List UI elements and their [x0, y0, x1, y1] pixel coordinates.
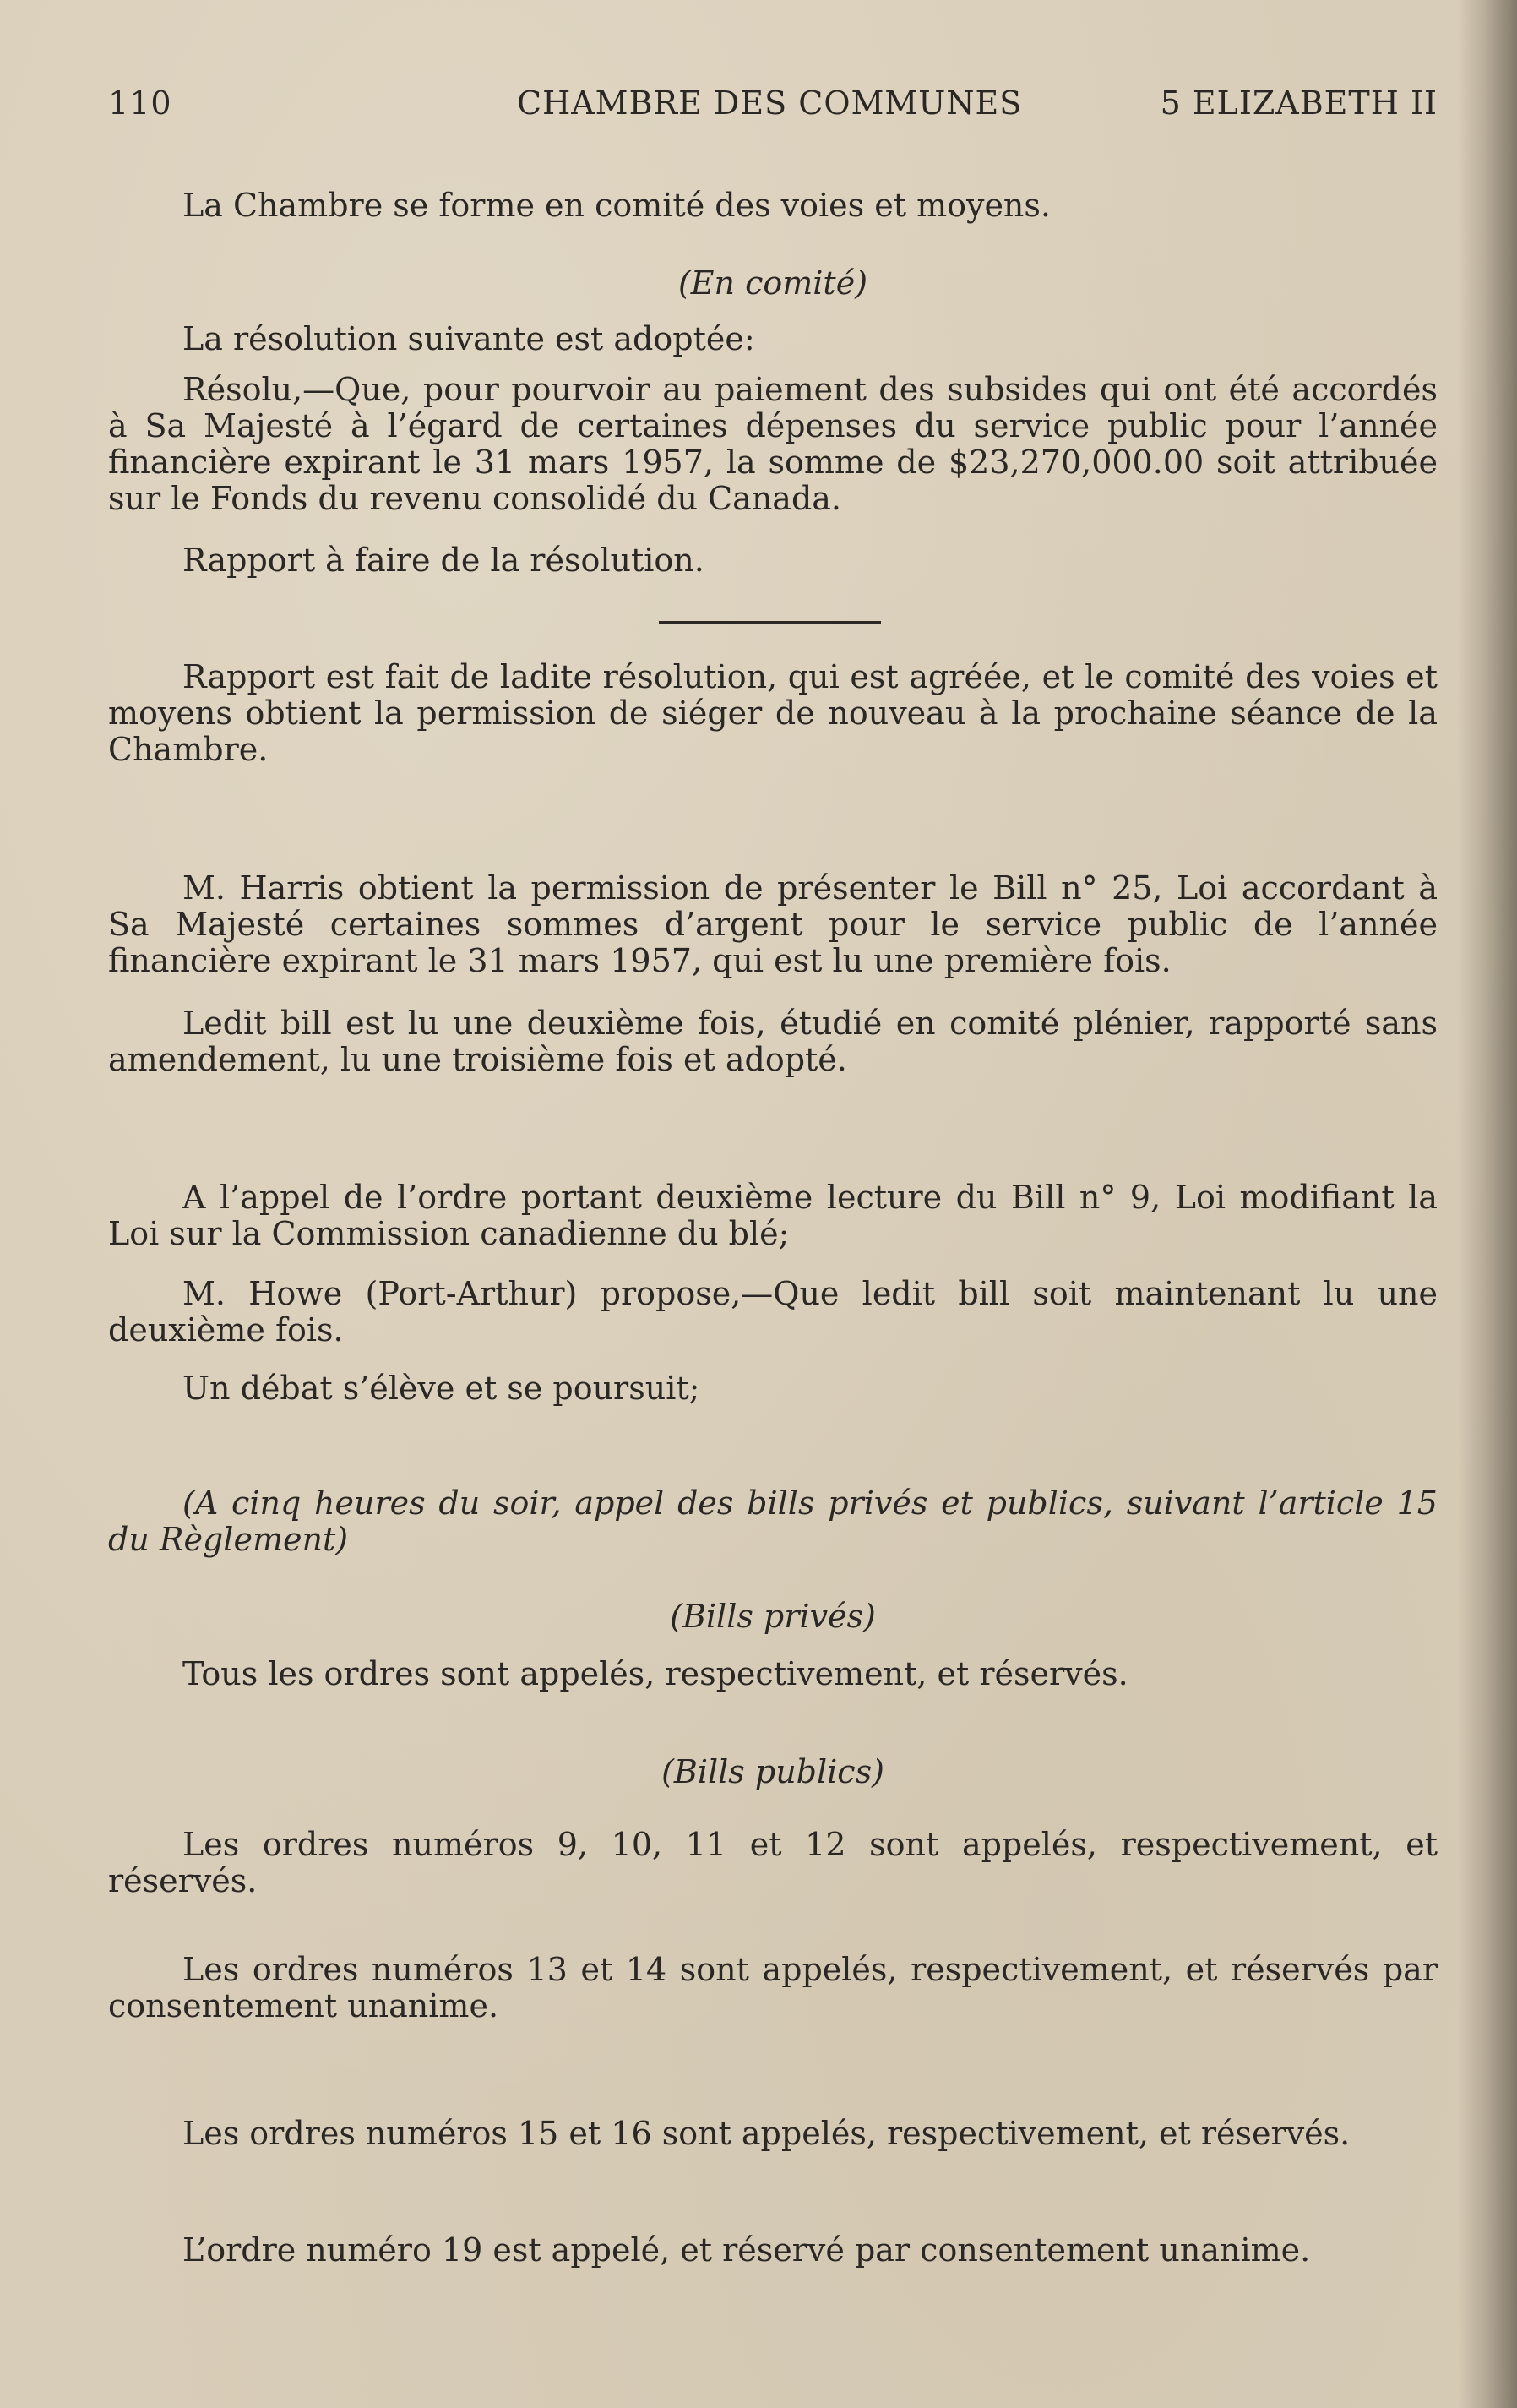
order-19: L’ordre numéro 19 est appelé, et réservé par consentement unanime. — [182, 2231, 1311, 2269]
public-bills-heading: (Bills publics) — [661, 1753, 884, 1790]
private-bills-heading: (Bills privés) — [670, 1598, 876, 1635]
page-header — [108, 84, 1438, 135]
bill-25-adopted: Ledit bill est lu une deuxième fois, étudié en comité plénier, rapporté sans amendement, lu une troisième fois et adopté. — [108, 1005, 1438, 1078]
section-divider — [659, 621, 881, 624]
orders-15-16: Les ordres numéros 15 et 16 sont appelés, respectivement, et réservés. — [182, 2115, 1351, 2152]
five-oclock-note: (A cinq heures du soir, appel des bills privés et publics, suivant l’article 15 du Règlement) — [108, 1485, 1438, 1558]
resolution-adopted: La résolution suivante est adoptée: — [182, 320, 755, 357]
report-made: Rapport est fait de ladite résolution, qui est agréée, et le comité des voies et moyens obtient la permission de siéger de nouveau à la prochaine séance de la Chambre. — [108, 658, 1438, 768]
page-edge-shadow — [1458, 0, 1517, 2408]
report-to-be-made: Rapport à faire de la résolution. — [182, 542, 704, 579]
committee-formation: La Chambre se forme en comité des voies et moyens. — [182, 187, 1051, 224]
orders-9-to-12: Les ordres numéros 9, 10, 11 et 12 sont appelés, respectivement, et réservés. — [108, 1826, 1438, 1899]
orders-13-14: Les ordres numéros 13 et 14 sont appelés, respectivement, et réservés par consentement unanime. — [108, 1951, 1438, 2024]
in-committee-heading: (En comité) — [677, 264, 868, 302]
running-title: CHAMBRE DES COMMUNES — [517, 84, 1023, 122]
resolution-text: Résolu,—Que, pour pourvoir au paiement des subsides qui ont été accordés à Sa Majesté à l’égard de certaines dépenses du service public pour l’année financière expirant le 31 mars 1957, la somme de $23,270,000.00 soit attribuée sur le Fonds du revenu consolidé du Canada. — [108, 371, 1438, 517]
regnal-year: 5 ELIZABETH II — [1160, 84, 1438, 122]
private-bills-orders: Tous les ordres sont appelés, respectivement, et réservés. — [182, 1655, 1128, 1692]
bill-9-second-reading: A l’appel de l’ordre portant deuxième lecture du Bill n° 9, Loi modifiant la Loi sur la Commission canadienne du blé; — [108, 1179, 1438, 1252]
debate-arises: Un débat s’élève et se poursuit; — [182, 1370, 700, 1407]
page-number: 110 — [108, 84, 172, 122]
howe-motion: M. Howe (Port-Arthur) propose,—Que ledit bill soit maintenant lu une deuxième fois. — [108, 1275, 1438, 1348]
bill-25-introduction: M. Harris obtient la permission de présenter le Bill n° 25, Loi accordant à Sa Majesté certaines sommes d’argent pour le service public de l’année financière expirant le 31 mars 1957, qui est lu une première fois. — [108, 869, 1438, 979]
